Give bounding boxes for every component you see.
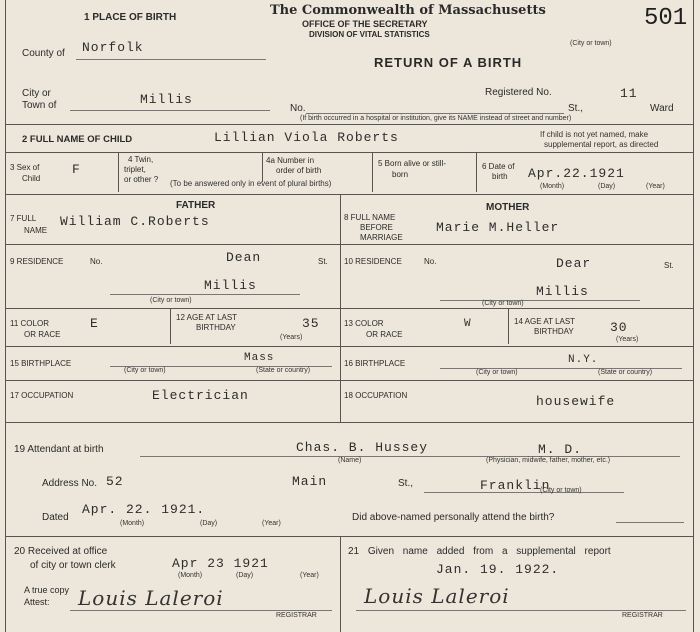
received-month-label: (Month) — [178, 572, 203, 579]
date-label-2: birth — [492, 172, 508, 181]
signature-left-line — [70, 610, 332, 611]
mother-heading: MOTHER — [486, 202, 530, 213]
commonwealth-title: The Commonwealth of Massachusetts — [270, 3, 546, 18]
dated-month-label: (Month) — [120, 520, 145, 527]
father-occupation-label: 17 OCCUPATION — [10, 391, 74, 400]
place-of-birth-label: 1 PLACE OF BIRTH — [84, 12, 177, 23]
mother-occupation-label: 18 OCCUPATION — [344, 391, 408, 400]
mother-name-label-1: 8 FULL NAME — [344, 213, 396, 222]
vdiv-born — [476, 152, 477, 192]
divider-9 — [5, 536, 693, 537]
father-city-note: (City or town) — [150, 297, 192, 304]
ward-label: Ward — [650, 103, 674, 114]
city-underline — [70, 110, 270, 111]
hospital-note: (If birth occurred in a hospital or institution, give its NAME instead of street and number) — [300, 115, 572, 122]
father-street-value: Dean — [226, 250, 262, 265]
mother-residence-label: 10 RESIDENCE — [344, 257, 402, 266]
mother-birthplace-label: 16 BIRTHPLACE — [344, 359, 406, 368]
address-street-value: Main — [292, 474, 328, 489]
divider-6 — [5, 346, 693, 347]
registered-no-label: Registered No. — [485, 87, 552, 98]
divider-4 — [5, 244, 693, 245]
received-value: Apr 23 1921 — [172, 556, 269, 571]
attendant-name-value: Chas. B. Hussey — [296, 440, 429, 455]
attended-answer-line — [616, 522, 684, 523]
mother-city-value: Millis — [536, 284, 589, 299]
received-label-2: of city or town clerk — [30, 560, 116, 571]
mother-color-label-1: 13 COLOR — [344, 319, 384, 328]
divider-2 — [5, 152, 693, 153]
order-label-2: order of birth — [276, 166, 322, 175]
father-age-value: 35 — [302, 316, 320, 331]
attended-question: Did above-named personally attend the birth? — [352, 512, 555, 523]
received-year-label: (Year) — [300, 572, 319, 579]
vdiv-twin — [262, 152, 263, 182]
mother-color-value: W — [464, 318, 472, 330]
form-title: RETURN OF A BIRTH — [374, 55, 523, 70]
mother-age-label-1: 14 AGE AT LAST — [514, 317, 576, 326]
mother-city-note: (City or town) — [482, 300, 524, 307]
office-title: OFFICE OF THE SECRETARY — [302, 19, 428, 29]
received-label-1: 20 Received at office — [14, 546, 108, 557]
mother-age-value: 30 — [610, 320, 628, 335]
address-no-value: 52 — [106, 474, 124, 489]
received-day-label: (Day) — [236, 572, 254, 579]
father-state-note: (State or country) — [256, 367, 311, 374]
father-city-value: Millis — [204, 278, 257, 293]
attendant-name-note: (Name) — [338, 457, 362, 464]
attendant-role-note: (Physician, midwife, father, mother, etc.) — [486, 457, 611, 464]
father-residence-no: No. — [90, 257, 103, 266]
child-name-note-2: supplemental report, as directed — [544, 140, 659, 149]
father-birthplace-value: Mass — [244, 352, 275, 364]
father-age-label-2: BIRTHDAY — [196, 323, 236, 332]
mother-birthplace-value: N.Y. — [568, 354, 599, 366]
hospital-no-label: No. — [290, 103, 306, 114]
order-label-1: 4a Number in — [266, 156, 315, 165]
address-st-label: St., — [398, 478, 414, 489]
city-value: Millis — [140, 92, 193, 107]
birth-date-value: Apr.22.1921 — [528, 166, 625, 181]
registrar-right-label: REGISTRAR — [622, 612, 663, 619]
mother-birthplace-city-note: (City or town) — [476, 369, 518, 376]
county-label: County of — [22, 48, 65, 59]
footer-center-divider — [340, 536, 341, 632]
address-label: Address No. — [42, 478, 98, 489]
vdiv-father-color — [170, 308, 171, 344]
mother-state-note: (State or country) — [598, 369, 653, 376]
sex-label-2: Child — [22, 174, 41, 183]
signature-left: Louis Laleroi — [78, 586, 224, 610]
city-label-2: Town of — [22, 100, 57, 111]
father-color-label-1: 11 COLOR — [10, 319, 49, 328]
address-city-value: Franklin — [480, 478, 551, 493]
st-label: St., — [568, 103, 584, 114]
registered-no-value: 11 — [620, 86, 638, 101]
child-name-value: Lillian Viola Roberts — [214, 130, 399, 145]
true-copy-label-1: A true copy — [24, 585, 70, 595]
child-name-note-1: If child is not yet named, make — [540, 130, 649, 139]
mother-residence-no: No. — [424, 257, 437, 266]
mother-city-underline — [440, 300, 640, 301]
father-occupation-value: Electrician — [152, 388, 249, 403]
county-value: Norfolk — [82, 40, 144, 55]
father-years-label: (Years) — [280, 334, 303, 341]
mother-occupation-value: housewife — [536, 394, 616, 409]
divider-1 — [5, 124, 693, 125]
address-city-note: (City or town) — [540, 487, 582, 494]
father-color-value: E — [90, 316, 99, 331]
date-label-1: 6 Date of — [482, 162, 515, 171]
mother-name-label-3: MARRIAGE — [360, 233, 403, 242]
twin-label-3: or other ? — [124, 175, 159, 184]
true-copy-label-2: Attest: — [24, 597, 50, 607]
mother-st-label: St. — [664, 261, 674, 270]
father-name-label-2: NAME — [24, 226, 48, 235]
vdiv-sex — [118, 152, 119, 192]
father-name-value: William C.Roberts — [60, 214, 210, 229]
father-residence-label: 9 RESIDENCE — [10, 257, 64, 266]
dated-label: Dated — [42, 512, 69, 523]
mother-name-value: Marie M.Heller — [436, 220, 560, 235]
mother-street-value: Dear — [556, 256, 592, 271]
father-age-label-1: 12 AGE AT LAST — [176, 313, 238, 322]
born-label-1: 5 Born alive or still- — [378, 159, 447, 168]
father-city-underline — [110, 294, 300, 295]
dated-year-label: (Year) — [262, 520, 281, 527]
twin-label-2: triplet, — [124, 165, 146, 174]
given-name-value: Jan. 19. 1922. — [436, 562, 560, 577]
divider-8 — [5, 422, 693, 423]
birth-month-label: (Month) — [540, 183, 565, 190]
signature-right: Louis Laleroi — [364, 584, 510, 608]
father-color-label-2: OR RACE — [24, 330, 61, 339]
born-label-2: born — [392, 170, 409, 179]
mother-name-label-2: BEFORE — [360, 223, 393, 232]
vdiv-order — [372, 152, 373, 192]
dated-day-label: (Day) — [200, 520, 218, 527]
father-heading: FATHER — [176, 200, 216, 211]
divider-7 — [5, 380, 693, 381]
given-name-label: 21 Given name added from a supplemental report — [348, 546, 611, 557]
registrar-left-label: REGISTRAR — [276, 612, 317, 619]
address-city-underline — [424, 492, 624, 493]
divider-3 — [5, 194, 693, 195]
divider-5 — [5, 308, 693, 309]
sex-value: F — [72, 162, 81, 177]
dated-value: Apr. 22. 1921. — [82, 502, 206, 517]
mother-age-label-2: BIRTHDAY — [534, 327, 574, 336]
mother-color-label-2: OR RACE — [366, 330, 403, 339]
attendant-title-value: M. D. — [538, 442, 583, 457]
city-town-note: (City or town) — [570, 40, 612, 47]
county-underline — [76, 59, 266, 60]
division-title: DIVISION OF VITAL STATISTICS — [309, 30, 430, 39]
twin-label-1: 4 Twin, — [128, 155, 154, 164]
plural-note: (To be answered only in event of plural births) — [170, 179, 332, 188]
child-name-label: 2 FULL NAME OF CHILD — [22, 134, 133, 145]
right-border — [693, 0, 694, 632]
city-label-1: City or — [22, 88, 51, 99]
left-border — [5, 0, 6, 632]
attendant-label: 19 Attendant at birth — [14, 444, 104, 455]
father-birthplace-city-note: (City or town) — [124, 367, 166, 374]
father-st-label: St. — [318, 257, 328, 266]
sex-label-1: 3 Sex of — [10, 163, 40, 172]
father-birthplace-label: 15 BIRTHPLACE — [10, 359, 72, 368]
birth-day-label: (Day) — [598, 183, 616, 190]
father-name-label-1: 7 FULL — [10, 214, 37, 223]
hospital-underline — [306, 113, 564, 114]
mother-years-label: (Years) — [616, 336, 639, 343]
form-number: 501 — [644, 5, 688, 32]
signature-right-line — [356, 610, 686, 611]
vdiv-mother-color — [508, 308, 509, 344]
birth-year-label: (Year) — [646, 183, 665, 190]
